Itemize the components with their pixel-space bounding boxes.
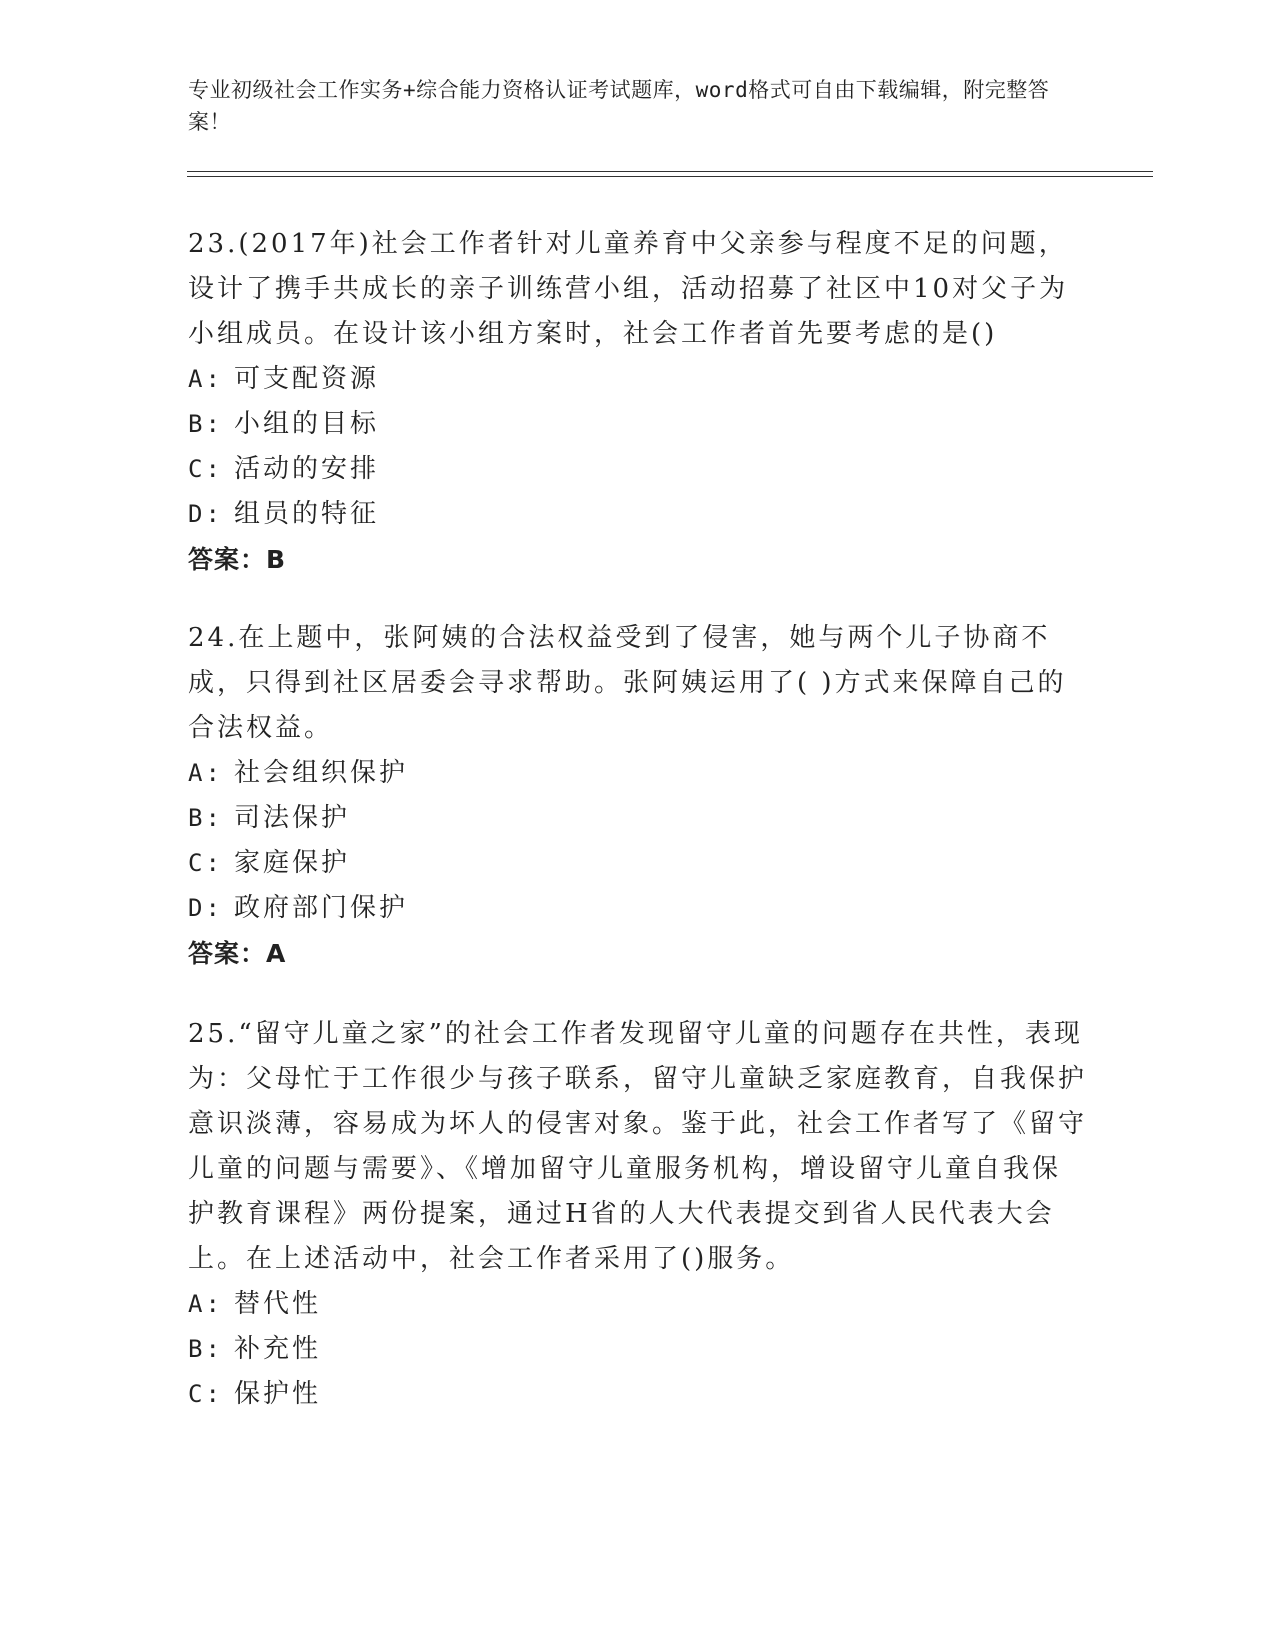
option-a: [188, 357, 1088, 402]
option-key: B:: [188, 410, 223, 438]
option-key: A:: [188, 1290, 223, 1318]
option-text: 可支配资源: [234, 364, 380, 394]
option-key: C:: [188, 455, 223, 483]
option-key: C:: [188, 1380, 223, 1408]
header-rule-bottom: [187, 176, 1153, 177]
question-25: [188, 1012, 1088, 1417]
option-text: 替代性: [234, 1289, 322, 1319]
option-text: 司法保护: [234, 803, 351, 833]
header-rule-top: [187, 171, 1153, 172]
option-key: D:: [188, 500, 223, 528]
option-text: 补充性: [234, 1334, 322, 1364]
question-24: [188, 616, 1088, 976]
option-text: 组员的特征: [234, 499, 380, 529]
question-23: [188, 222, 1088, 582]
option-key: A:: [188, 365, 223, 393]
document-header: [188, 74, 1088, 138]
option-key: C:: [188, 849, 223, 877]
option-text: 政府部门保护: [234, 893, 409, 923]
option-c: [188, 841, 1088, 886]
option-text: 小组的目标: [234, 409, 380, 439]
option-c: [188, 447, 1088, 492]
option-d: [188, 886, 1088, 931]
option-key: B:: [188, 804, 223, 832]
option-key: D:: [188, 894, 223, 922]
question-stem: 23.(2017年)社会工作者针对儿童养育中父亲参与程度不足的问题，设计了携手共成长的亲子训练营小组，活动招募了社区中10对父子为小组成员。在设计该小组方案时，社会工作者首先要考虑的是(): [188, 229, 1069, 349]
option-a: [188, 751, 1088, 796]
option-text: 保护性: [234, 1379, 322, 1409]
option-text: 活动的安排: [234, 454, 380, 484]
option-b: [188, 402, 1088, 447]
header-text: 专业初级社会工作实务+综合能力资格认证考试题库，word格式可自由下载编辑，附完整答案！: [188, 78, 1050, 134]
option-b: [188, 796, 1088, 841]
question-stem: 25.“留守儿童之家”的社会工作者发现留守儿童的问题存在共性，表现为：父母忙于工作很少与孩子联系，留守儿童缺乏家庭教育，自我保护意识淡薄，容易成为坏人的侵害对象。鉴于此，社会工作者写了《留守儿童的问题与需要》、《增加留守儿童服务机构，增设留守儿童自我保护教育课程》两份提案，通过H省的人大代表提交到省人民代表大会上。在上述活动中，社会工作者采用了()服务。: [188, 1019, 1088, 1274]
answer: 答案：B: [188, 545, 287, 574]
option-text: 家庭保护: [234, 848, 351, 878]
option-d: [188, 492, 1088, 537]
option-a: [188, 1282, 1088, 1327]
answer: 答案：A: [188, 939, 287, 968]
option-b: [188, 1327, 1088, 1372]
option-key: A:: [188, 759, 223, 787]
option-c: [188, 1372, 1088, 1417]
option-key: B:: [188, 1335, 223, 1363]
option-text: 社会组织保护: [234, 758, 409, 788]
question-stem: 24.在上题中，张阿姨的合法权益受到了侵害，她与两个儿子协商不成，只得到社区居委会寻求帮助。张阿姨运用了( )方式来保障自己的合法权益。: [188, 623, 1067, 743]
